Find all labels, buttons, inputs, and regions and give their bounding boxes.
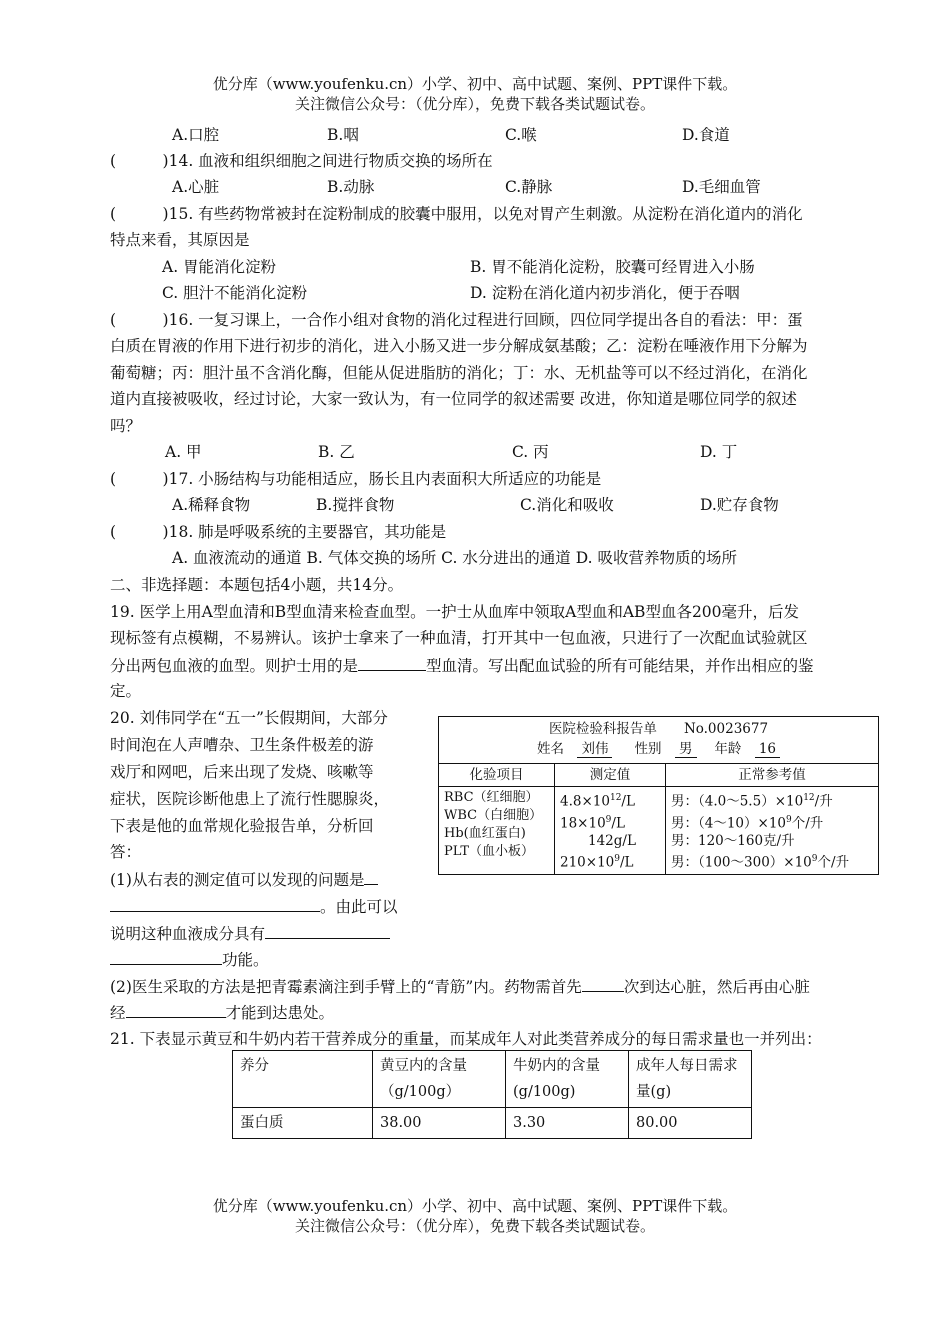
daily-requirement: 80.00 — [629, 1108, 752, 1139]
q17-stem: ( )17. 小肠结构与功能相适应，肠长且内表面积大所适应的功能是 — [110, 470, 602, 488]
lab-ref-hb: 男：120～160克/升 — [671, 833, 795, 849]
lab-header-value: 测定值 — [555, 764, 666, 787]
q20-blank-function[interactable] — [110, 947, 222, 965]
q16-option-c: C. 丙 — [512, 443, 549, 461]
lab-value-hb: 142g/L — [588, 833, 636, 849]
lab-refs-cell — [666, 787, 879, 875]
q17-option-c: C.消化和吸收 — [520, 496, 614, 514]
lab-header-reference: 正常参考值 — [666, 764, 879, 787]
q20-blank-first-arrival[interactable] — [582, 974, 624, 992]
q19-line-2: 现标签有点模糊，不易辨认。该护士拿来了一种血清，打开其中一包血液，只进行了一次配血试验就区 — [110, 629, 808, 647]
nutrient-header-milk: 牛奶内的含量(g/100g) — [506, 1051, 629, 1108]
q13-option-d: D.食道 — [682, 126, 730, 144]
lab-ref-wbc: 男：$(4\sim 10)\times 10^9$个/升 — [671, 814, 824, 831]
q16-stem-line-2: 白质在胃液的作用下进行初步的消化，进入小肠又进一步分解成氨基酸；乙：淀粉在唾液作用下分解为 — [110, 337, 808, 355]
nutrient-header-nutrient: 养分 — [233, 1051, 373, 1108]
q13-option-b: B.咽 — [327, 126, 359, 144]
q16-option-a: A. 甲 — [165, 443, 202, 461]
nutrient-header-requirement: 成年人每日需求量(g) — [629, 1051, 752, 1108]
lab-items-cell — [439, 787, 555, 875]
lab-ref-rbc: 男：$(4.0\sim 5.5)\times 10^{12}/$升 — [671, 793, 833, 810]
nutrient-table — [232, 1050, 752, 1139]
patient-age: 16 — [755, 741, 780, 758]
q20-blank-problem-start[interactable] — [364, 867, 378, 885]
nutrient-header-soybean: 黄豆内的含量（g/100g） — [373, 1051, 506, 1108]
q15-option-d: D. 淀粉在消化道内初步消化，便于吞咽 — [470, 284, 740, 302]
q20-line-6: 答： — [110, 843, 142, 861]
q20-sub2-line-2: 经 才能到达患处。 — [110, 1000, 880, 1025]
lab-values-cell — [555, 787, 666, 875]
lab-item-hb: Hb(血红蛋白) — [444, 826, 526, 841]
soybean-content: 38.00 — [373, 1108, 506, 1139]
q18-stem: ( )18. 肺是呼吸系统的主要器官，其功能是 — [110, 523, 447, 541]
lab-item-wbc: WBC（白细胞） — [444, 808, 543, 823]
lab-header-item: 化验项目 — [439, 764, 555, 787]
lab-report-number: No.0023677 — [683, 721, 769, 737]
footer-line-2: 关注微信公众号：（优分库），免费下载各类试题试卷。 — [294, 1217, 655, 1235]
q15-stem-line-1: ( )15. 有些药物常被封在淀粉制成的胶囊中服用，以免对胃产生刺激。从淀粉在消化道内的消化 — [110, 205, 803, 223]
footer-line-1: 优分库（www.youfenku.cn）小学、初中、高中试题、案例、PPT课件下载。 — [212, 1197, 738, 1215]
q19-line-1: 19. 医学上用A型血清和B型血清来检查血型。一护士从血库中领取A型血和AB型血各200毫升，后发 — [110, 603, 800, 621]
q20-line-5: 下表是他的血常规化验报告单，分析回 — [110, 817, 374, 835]
q18-options: A. 血液流动的通道 B. 气体交换的场所 C. 水分进出的通道 D. 吸收营养物质的场所 — [172, 549, 737, 567]
lab-item-rbc: RBC（红细胞） — [444, 790, 539, 805]
q19-line-4: 定。 — [110, 682, 142, 700]
q15-option-a: A. 胃能消化淀粉 — [162, 258, 277, 276]
q19-line-3: 分出两包血液的血型。则护士用的是 型血清。写出配血试验的所有可能结果，并作出相应的鉴 — [110, 653, 880, 678]
lab-report-title: 医院检验科报告单 — [548, 721, 657, 737]
q17-option-b: B.搅拌食物 — [316, 496, 395, 514]
header-line-2: 关注微信公众号：（优分库），免费下载各类试题试卷。 — [294, 95, 655, 113]
q17-option-d: D.贮存食物 — [700, 496, 779, 514]
q16-option-b: B. 乙 — [318, 443, 355, 461]
q14-option-d: D.毛细血管 — [682, 178, 761, 196]
milk-content: 3.30 — [506, 1108, 629, 1139]
q20-line-2: 时间泡在人声嘈杂、卫生条件极差的游 — [110, 736, 374, 754]
q20-blank-function-start[interactable] — [265, 921, 390, 939]
q16-stem-line-4: 道内直接被吸收，经过讨论，大家一致认为，有一位同学的叙述需要 改进，你知道是哪位同学的叙述 — [110, 390, 797, 408]
q14-option-b: B.动脉 — [327, 178, 375, 196]
q13-option-a: A.口腔 — [172, 126, 220, 144]
q20-line-3: 戏厅和网吧，后来出现了发烧、咳嗽等 — [110, 763, 374, 781]
q14-option-a: A.心脏 — [172, 178, 220, 196]
q15-option-b: B. 胃不能消化淀粉，胶囊可经胃进入小肠 — [470, 258, 755, 276]
lab-ref-plt: 男：$(100\sim 300)\times 10^9$个/升 — [671, 854, 850, 871]
lab-report-table — [438, 716, 879, 875]
q14-option-c: C.静脉 — [505, 178, 553, 196]
q20-blank-path[interactable] — [126, 1000, 226, 1018]
q19-blank-serum[interactable] — [358, 653, 426, 671]
nutrient-header-row — [233, 1051, 752, 1108]
q20-blank-problem[interactable] — [110, 894, 320, 912]
q20-sub1-line-2: 。由此可以 — [110, 894, 430, 919]
q15-option-c: C. 胆汁不能消化淀粉 — [162, 284, 308, 302]
lab-value-rbc: $4.8\times 10^{12}/L$ — [560, 793, 635, 810]
lab-value-plt: $210\times 10^9/L$ — [560, 854, 634, 871]
table-row — [233, 1108, 752, 1139]
q20-sub1-line-1: (1)从右表的测定值可以发现的问题是 — [110, 867, 430, 892]
q20-line-1: 20. 刘伟同学在“五一”长假期间，大部分 — [110, 709, 388, 727]
lab-item-plt: PLT（血小板） — [444, 844, 534, 859]
q21-stem: 21. 下表显示黄豆和牛奶内若干营养成分的重量，而某成年人对此类营养成分的每日需求量也一并列出： — [110, 1030, 822, 1048]
q17-option-a: A.稀释食物 — [172, 496, 251, 514]
lab-value-wbc: $18\times 10^9/L$ — [560, 814, 625, 831]
q20-sub1-line-4: 功能。 — [110, 947, 430, 972]
q20-sub2-line-1: (2)医生采取的方法是把青霉素滴注到手臂上的“青筋”内。药物需首先 次到达心脏，然后再由心脏 — [110, 974, 880, 999]
q20-line-4: 症状，医院诊断他患上了流行性腮腺炎， — [110, 790, 390, 808]
q20-sub1-line-3: 说明这种血液成分具有 — [110, 921, 430, 946]
patient-sex: 男 — [675, 741, 697, 758]
q16-stem-line-5: 吗？ — [110, 417, 142, 435]
q16-option-d: D. 丁 — [700, 443, 738, 461]
patient-name: 刘伟 — [577, 741, 612, 758]
q13-option-c: C.喉 — [505, 126, 537, 144]
lab-report-header: 医院检验科报告单 No.0023677 姓名 刘伟 性别 男 年龄 16 — [439, 717, 879, 764]
nutrient-name: 蛋白质 — [233, 1108, 373, 1139]
q16-stem-line-3: 葡萄糖；丙：胆汁虽不含消化酶，但能从促进脂肪的消化；丁：水、无机盐等可以不经过消化，在消化 — [110, 364, 808, 382]
header-line-1: 优分库（www.youfenku.cn）小学、初中、高中试题、案例、PPT课件下载。 — [212, 75, 738, 93]
q15-stem-line-2: 特点来看，其原因是 — [110, 231, 250, 249]
q16-stem-line-1: ( )16. 一复习课上，一合作小组对食物的消化过程进行回顾，四位同学提出各自的看法：甲：蛋 — [110, 311, 803, 329]
q14-stem: ( )14. 血液和组织细胞之间进行物质交换的场所在 — [110, 152, 493, 170]
section-2-title: 二、非选择题：本题包括4小题，共14分。 — [110, 576, 404, 594]
